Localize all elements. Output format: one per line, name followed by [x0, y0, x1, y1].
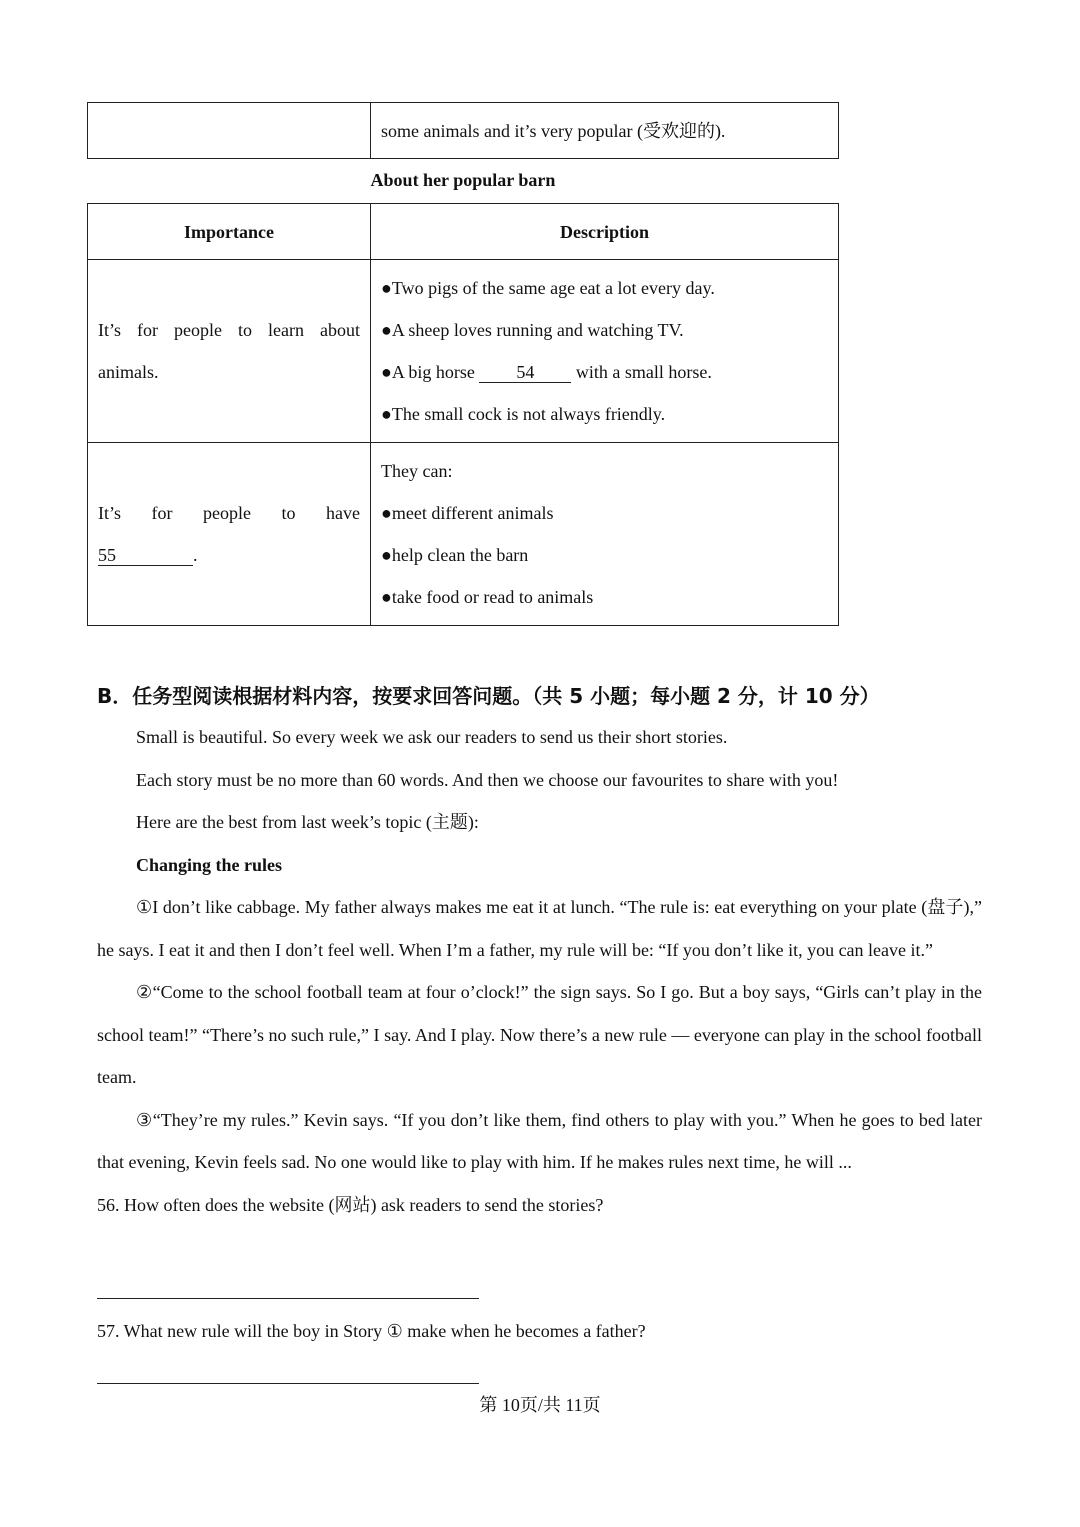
bullet-horse [381, 351, 828, 393]
header-importance: Importance [88, 204, 371, 260]
section-b-intro [97, 716, 982, 1226]
story-1: ①I don’t like cabbage. My father always makes me eat it at lunch. “The rule is: eat everything on your plate (盘子),” he says. I eat it and then I don’t feel well. When I’m a father, my rule will be: “If you don’t like it, you can leave it.” [97, 897, 982, 960]
bullet-sheep: ●A sheep loves running and watching TV. [381, 320, 684, 340]
question-56: 56. How often does the website (网站) ask readers to send the stories? [97, 1194, 604, 1215]
description-activities [371, 443, 839, 626]
bullet-pigs: ●Two pigs of the same age eat a lot every day. [381, 278, 715, 298]
bullet-food: ●take food or read to animals [381, 587, 594, 607]
answer-line-57[interactable] [97, 1383, 479, 1384]
horse-prefix: ●A big horse [381, 362, 475, 382]
bullet-clean: ●help clean the barn [381, 545, 529, 565]
story-heading: Changing the rules [136, 854, 283, 875]
question-57: 57. What new rule will the boy in Story ① make when he becomes a father? [97, 1321, 646, 1341]
story-2: ②“Come to the school football team at four o’clock!” the sign says. So I go. But a boy says, “Girls can’t play in the school team!” “There’s no such rule,” I say. And I play. Now there’s a new rule — everyone can play in the school football team. [97, 982, 982, 1087]
top-table-right-cell: some animals and it’s very popular (受欢迎的). [371, 103, 839, 159]
bullet-meet: ●meet different animals [381, 503, 554, 523]
intro-line-1: Small is beautiful. So every week we ask our readers to send us their short stories. [136, 727, 728, 747]
table-caption: About her popular barn [370, 170, 556, 190]
blank-55: 55 [98, 545, 193, 566]
intro-line-3: Here are the best from last week’s topic (主题): [136, 812, 479, 832]
horse-suffix: with a small horse. [575, 362, 712, 382]
top-table [87, 102, 839, 159]
importance-fun [88, 443, 371, 626]
section-b-title: B．任务型阅读根据材料内容，按要求回答问题。（共 5 小题；每小题 2 分，计 10 分） [97, 684, 880, 708]
they-can: They can: [381, 461, 453, 481]
top-table-left-cell [88, 103, 371, 159]
story-3: ③“They’re my rules.” Kevin says. “If you don’t like them, find others to play with you.” When he goes to bed later that evening, Kevin feels sad. No one would like to play with him. If he makes rules next time, he will ... [97, 1109, 982, 1172]
intro-line-2: Each story must be no more than 60 words. And then we choose our favourites to share with you! [136, 769, 839, 790]
importance-have-suffix: . [193, 545, 198, 565]
header-description: Description [371, 204, 839, 260]
importance-have-prefix: It’s for people to have [98, 503, 360, 523]
description-animals [371, 260, 839, 443]
blank-54: 54 [479, 362, 571, 383]
page-footer: 第 10页/共 11页 [479, 1395, 601, 1415]
importance-learn: It’s for people to learn about animals. [88, 260, 371, 443]
bullet-cock: ●The small cock is not always friendly. [381, 404, 666, 424]
answer-line-56[interactable] [97, 1298, 479, 1299]
barn-table [87, 203, 839, 626]
